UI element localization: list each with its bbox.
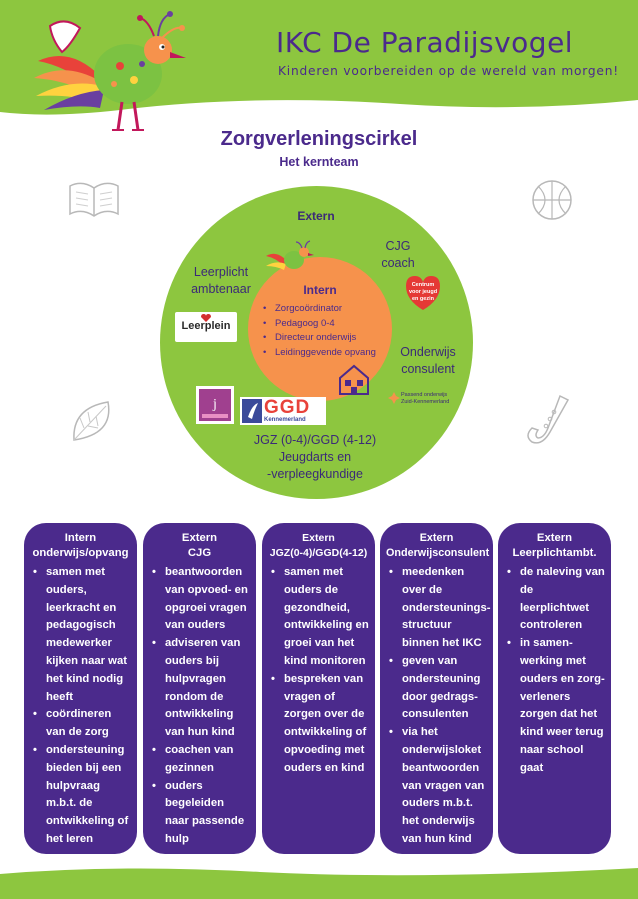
column-list [504,564,605,778]
intern-item: • Zorgcoördinator [263,302,393,317]
column-jgz-ggd [262,523,375,854]
column-leerplicht [498,523,611,854]
saxophone-icon [520,392,580,452]
ball-icon [530,178,574,222]
jeugd-en-gezin-logo [404,274,442,312]
column-item: • beantwoorden van opvoed- en opgroei vragen van ouders [149,564,250,635]
onderwijs-label: Onderwijs consulent [400,345,456,376]
column-item: • meedenken over de ondersteunings-structuur binnen het IKC [386,564,487,653]
column-item: • coachen van gezinnen [149,742,250,778]
ggd-logo-text: GGD [264,397,311,418]
column-intern [24,523,137,854]
column-list [386,564,491,849]
intern-item: • Leidinggevende opvang [263,346,393,361]
column-item: • coördineren van de zorg [30,706,131,742]
column-title: Extern Leerplichtambt. [512,532,597,559]
svg-text:j: j [213,397,217,412]
column-list [149,564,250,849]
column-item: • bespreken van vragen of zorgen over de ontwikkeling of opvoeding met ouders en kind [268,671,369,778]
leerplein-logo [175,312,237,342]
column-title: Intern onderwijs/opvang [32,532,129,559]
bird-logo [30,6,190,136]
column-item: • samen met ouders de gezondheid, ontwikkeling en groei van het kind monitoren [268,564,369,671]
jeugd-en-gezin-logo-text: Centrum voor jeugd en gezin [408,282,438,302]
passend-onderwijs-logo [388,388,460,410]
school-name: IKC De Paradijsvogel [276,26,574,59]
ggd-logo [240,397,326,425]
column-item: • via het onderwijsloket beantwoorden van vragen van ouders m.b.t. het onderwijs van hun kind [386,724,487,849]
passend-onderwijs-logo-text: Passend onderwijs Zuid-Kennemerland [401,392,450,405]
intern-item: • Pedagoog 0-4 [263,317,393,332]
cjg-label: CJG coach [381,239,415,270]
column-item: • in samen-werking met ouders en zorg-verleners zorgen dat het kind weer terug naar school gaat [504,635,605,777]
extern-label: Extern [297,209,335,223]
school-tagline: Kinderen voorbereiden op de wereld van morgen! [278,64,619,78]
column-title: Extern CJG [181,532,218,559]
column-item: • geven van ondersteuning door gedrags-consulenten [386,653,487,724]
intern-list [263,302,393,360]
column-item: • adviseren van ouders bij hulpvragen rondom de ontwikkeling van hun kind [149,635,250,742]
jeugd-box-logo [196,386,234,424]
intern-item: • Directeur onderwijs [263,331,393,346]
column-list [268,564,369,778]
intern-label: Intern [303,283,337,297]
ggd-logo-subtext: Kennemerland [264,417,306,423]
leerplicht-label: Leerplicht ambtenaar [191,265,251,296]
column-item: • ondersteuning bieden bij een hulpvraag m.b.t. de ontwikkeling of het leren [30,742,131,849]
column-item: • samen met ouders, leerkracht en pedagogisch medewerker kijken naar wat het kind nodig heeft [30,564,131,706]
column-list [30,564,131,849]
jgz-label: JGZ (0-4)/GGD (4-12) Jeugdarts en -verpleegkundige [253,433,377,481]
column-title: Extern Onderwijsconsulent [386,532,490,559]
column-title: Extern JGZ(0-4)/GGD(4-12) [269,532,368,559]
page-subtitle: Het kernteam [279,155,359,169]
leerplein-logo-text: Leerplein [181,320,231,332]
column-onderwijsconsulent [380,523,493,854]
column-cjg [143,523,256,854]
page-title: Zorgverleningscirkel [220,128,418,150]
column-item: • de naleving van de leerplichtwet controleren [504,564,605,635]
footer-band [0,864,638,899]
column-item: • ouders begeleiden naar passende hulp [149,778,250,849]
house-icon [336,362,372,396]
small-bird-icon [264,240,314,276]
leaf-icon [68,396,118,446]
book-icon [66,176,122,220]
